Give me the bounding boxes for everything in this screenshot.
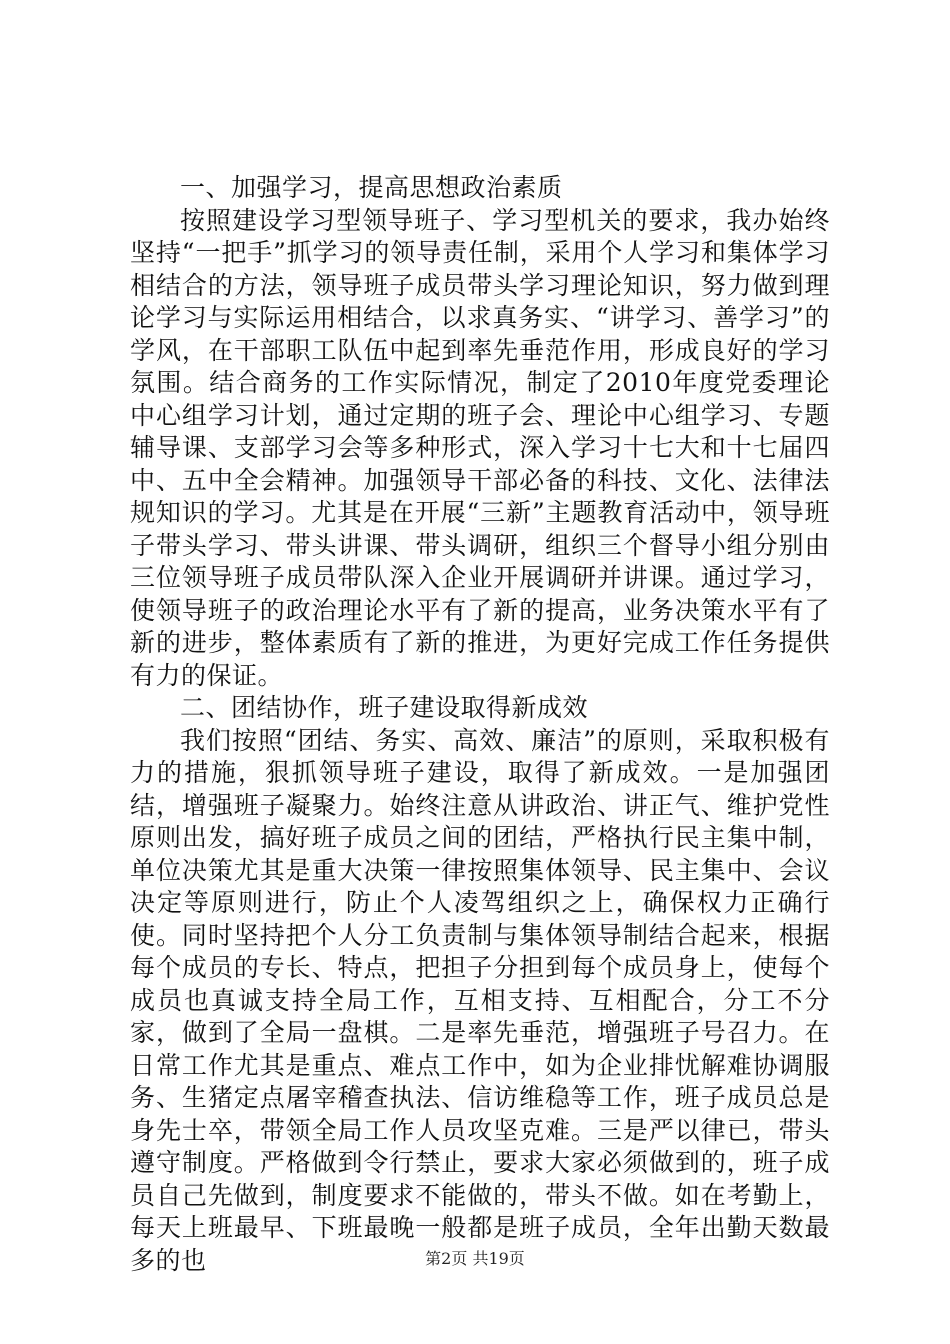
page-number-footer: 第2页 共19页 <box>425 1249 525 1268</box>
body-paragraph-1: 按照建设学习型领导班子、学习型机关的要求，我办始终坚持“一把手”抓学习的领导责任制，采用个人学习和集体学习相结合的方法，领导班子成员带头学习理论知识，努力做到理论学习与实际运用相结合，以求真务实、“讲学习、善学习”的学风，在干部职工队伍中起到率先垂范作用，形成良好的学习氛围。结合商务的工作实际情况，制定了2010年度党委理论中心组学习计划，通过定期的班子会、理论中心组学习、专题辅导课、支部学习会等多种形式，深入学习十七大和十七届四中、五中全会精神。加强领导干部必备的科技、文化、法律法规知识的学习。尤其是在开展“三新”主题教育活动中，领导班子带头学习、带头讲课、带头调研，组织三个督导小组分别由三位领导班子成员带队深入企业开展调研并讲课。通过学习，使领导班子的政治理论水平有了新的提高，业务决策水平有了新的进步，整体素质有了新的推进，为更好完成工作任务提供有力的保证。 <box>130 205 830 690</box>
document-body <box>130 172 830 1277</box>
section-heading-2: 二、团结协作，班子建设取得新成效 <box>180 693 589 722</box>
section-heading-1: 一、加强学习，提高思想政治素质 <box>180 173 563 202</box>
body-paragraph-2: 我们按照“团结、务实、高效、廉洁”的原则，采取积极有力的措施，狠抓领导班子建设，取得了新成效。一是加强团结，增强班子凝聚力。始终注意从讲政治、讲正气、维护党性原则出发，搞好班子成员之间的团结，严格执行民主集中制，单位决策尤其是重大决策一律按照集体领导、民主集中、会议决定等原则进行，防止个人凌驾组织之上，确保权力正确行使。同时坚持把个人分工负责制与集体领导制结合起来，根据每个成员的专长、特点，把担子分担到每个成员身上，使每个成员也真诚支持全局工作，互相支持、互相配合，分工不分家，做到了全局一盘棋。二是率先垂范，增强班子号召力。在日常工作尤其是重点、难点工作中，如为企业排忧解难协调服务、生猪定点屠宰稽查执法、信访维稳等工作，班子成员总是身先士卒，带领全局工作人员攻坚克难。三是严以律已，带头遵守制度。严格做到令行禁止，要求大家必须做到的，班子成员自己先做到，制度要求不能做的，带头不做。如在考勤上，每天上班最早、下班最晚一般都是班子成员，全年出勤天数最多的也 <box>130 725 830 1275</box>
